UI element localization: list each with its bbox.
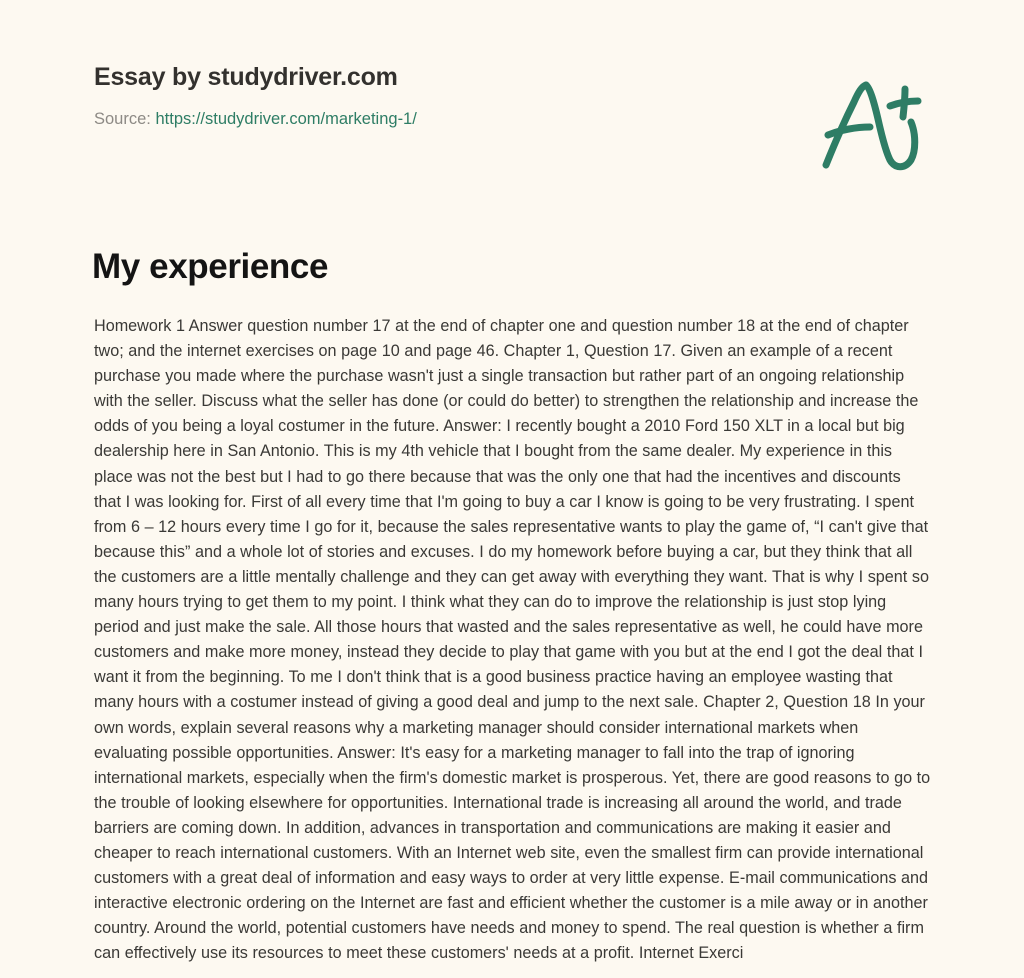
- a-plus-logo-icon: [812, 72, 930, 177]
- source-row: [94, 109, 417, 129]
- source-url-link[interactable]: https://studydriver.com/marketing-1/: [155, 110, 417, 128]
- a-plus-logo-glyph: [812, 72, 930, 177]
- source-label: Source:: [94, 110, 151, 128]
- brand-title: Essay by studydriver.com: [94, 63, 398, 91]
- header-text-block: [94, 62, 417, 129]
- essay-body-text: Homework 1 Answer question number 17 at the end of chapter one and question number 18 at the end of chapter two; and the internet exercises on page 10 and page 46. Chapter 1, Question 17. Given an example of a recent purchase you made where the purchase wasn't just a single transaction but rather part of an ongoing relationship with the seller. Discuss what the seller has done (or could do better) to strengthen the relationship and increase the odds of you being a loyal costumer in the future. Answer: I recently bought a 2010 Ford 150 XLT in a local but big dealership here in San Antonio. This is my 4th vehicle that I bought from the same dealer. My experience in this place was not the best but I had to go there because that was the only one that had the incentives and discounts that I was looking for. First of all every time that I'm going to buy a car I know is going to be very frustrating. I spent from 6 – 12 hours every time I go for it, because the sales representative wants to play the game of, “I can't give that because this” and a whole lot of stories and excuses. I do my homework before buying a car, but they think that all the customers are a little mentally challenge and they can get away with everything they want. That is why I spent so many hours trying to get them to my point. I think what they can do to improve the relationship is just stop lying period and just make the sale. All those hours that wasted and the sales representative as well, he could have more customers and make more money, instead they decide to play that game with you but at the end I got the deal that I want it from the beginning. To me I don't think that is a good business practice having an employee wasting that many hours with a costumer instead of giving a good deal and jump to the next sale. Chapter 2, Question 18 In your own words, explain several reasons why a marketing manager should consider international markets when evaluating possible opportunities. Answer: It's easy for a marketing manager to fall into the trap of ignoring international markets, especially when the firm's domestic market is prosperous. Yet, there are good reasons to go to the trouble of looking elsewhere for opportunities. International trade is increasing all around the world, and trade barriers are coming down. In addition, advances in transportation and communications are making it easier and cheaper to reach international customers. With an Internet web site, even the smallest firm can provide international customers with a great deal of information and easy ways to order at very little expense. E-mail communications and interactive electronic ordering on the Internet are fast and efficient whether the customer is a mile away or in another country. Around the world, potential customers have needs and money to spend. The real question is whether a firm can effectively use its resources to meet these customers' needs at a profit. Internet Exerci: [94, 317, 931, 963]
- page-header: [94, 62, 930, 172]
- page-title: My experience: [92, 247, 329, 286]
